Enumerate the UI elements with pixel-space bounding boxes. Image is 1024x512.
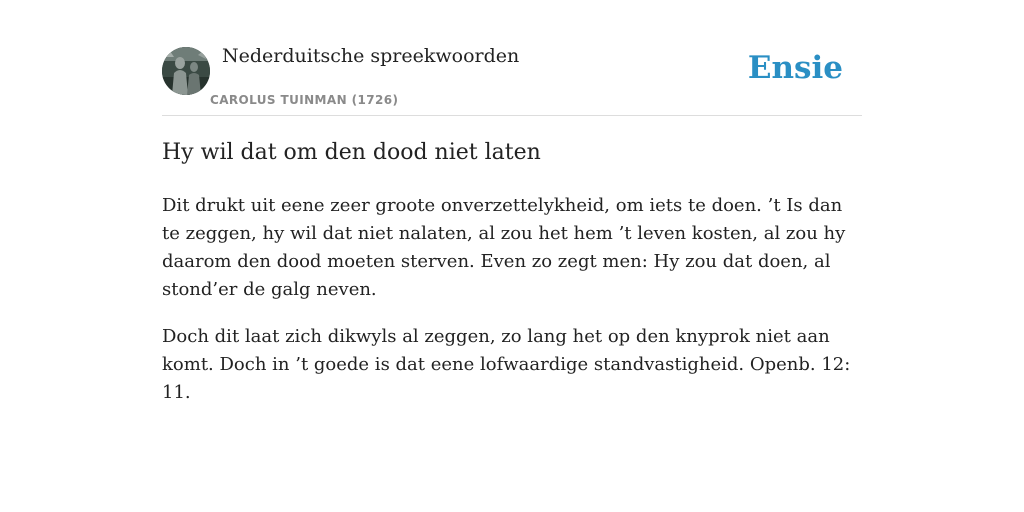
statue-portrait-icon xyxy=(162,47,210,95)
entry-body xyxy=(162,192,862,426)
author-label: CAROLUS TUINMAN (1726) xyxy=(210,93,399,107)
source-title[interactable]: Nederduitsche spreekwoorden xyxy=(222,45,520,67)
brand-logo[interactable]: Ensie xyxy=(747,50,843,86)
source-avatar[interactable] xyxy=(162,47,210,95)
entry-paragraph: Dit drukt uit eene zeer groote onverzettelykheid, om iets te doen. ’t Is dan te zeggen, hy wil dat niet nalaten, al zou het hem ’t leven kosten, al zou hy daarom den dood moeten sterven. Even zo zegt men: Hy zou dat doen, al stond’er de galg neven. xyxy=(162,195,846,300)
source-header xyxy=(162,0,862,116)
entry-paragraph: Doch dit laat zich dikwyls al zeggen, zo lang het op den knyprok niet aan komt. Doch in ’t goede is dat eene lofwaardige standvastigheid. Openb. 12: 11. xyxy=(162,326,851,403)
page xyxy=(162,0,862,403)
entry-title: Hy wil dat om den dood niet laten xyxy=(162,140,541,165)
